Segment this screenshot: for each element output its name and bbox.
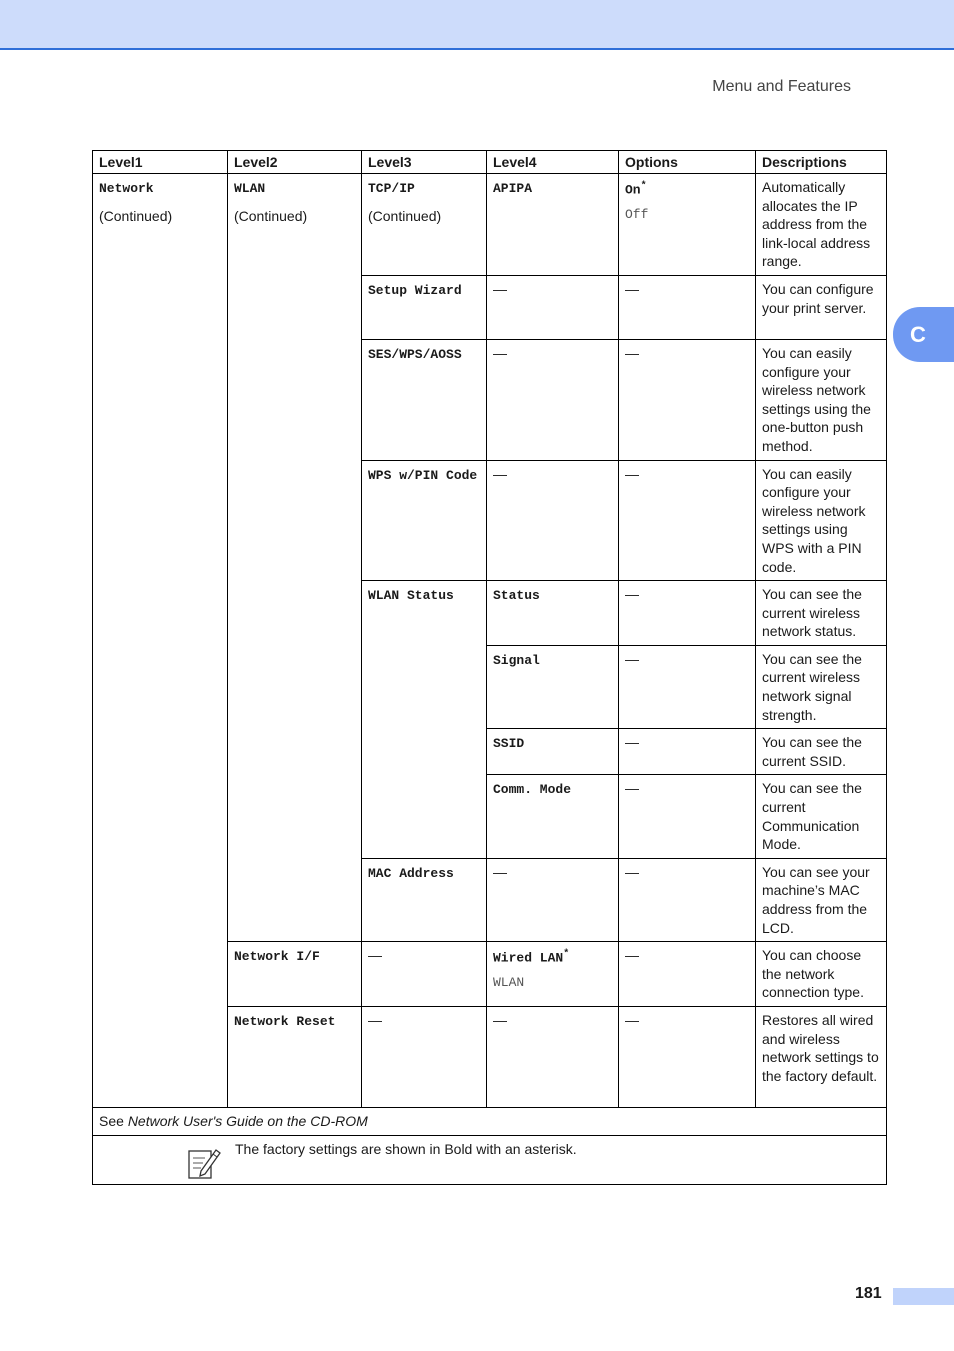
level3-name: WLAN Status: [368, 588, 454, 604]
options-cell: —: [619, 460, 756, 581]
level4-name: SSID: [493, 736, 525, 752]
description-cell: Restores all wired and wireless network settings to the factory default.: [756, 1006, 887, 1107]
tip-text: The factory settings are shown in Bold with an asterisk.: [235, 1140, 577, 1157]
level1-name: Network: [99, 181, 154, 196]
see-note: [93, 1107, 887, 1135]
level4-name: Signal: [493, 652, 540, 668]
tip-row: [93, 1135, 887, 1184]
level4-cell: [487, 174, 619, 276]
level3-cell: [362, 460, 487, 581]
col-header: Level4: [487, 151, 619, 174]
level4-cell: [487, 775, 619, 858]
options-cell: —: [619, 645, 756, 728]
table-header-row: [93, 151, 887, 174]
asterisk: *: [563, 949, 570, 961]
level3-name: WPS w/PIN Code: [368, 467, 478, 483]
options-cell: —: [619, 729, 756, 775]
description-cell: You can easily configure your wireless network settings using WPS with a PIN code.: [756, 460, 887, 581]
col-header: Level2: [228, 151, 362, 174]
continued-label: (Continued): [368, 207, 442, 224]
top-band: [0, 0, 954, 50]
level4-name: Status: [493, 588, 540, 604]
continued-label: (Continued): [234, 207, 308, 224]
description-cell: You can easily configure your wireless network settings using the one-button push method.: [756, 339, 887, 460]
options-cell: —: [619, 1006, 756, 1107]
description-cell: You can see the current wireless network signal strength.: [756, 645, 887, 728]
see-prefix: See: [99, 1112, 128, 1129]
level4-name: APIPA: [493, 181, 533, 196]
description-cell: Automatically allocates the IP address from the link-local address range.: [756, 174, 887, 276]
level4-cell: —: [487, 275, 619, 339]
description-cell: You can choose the network connection type.: [756, 942, 887, 1007]
level3-name: TCP/IP: [368, 181, 415, 196]
level3-cell: [362, 275, 487, 339]
level2-cell: [228, 1006, 362, 1107]
options-cell: —: [619, 775, 756, 858]
description-cell: You can see the current wireless network status.: [756, 581, 887, 646]
description-cell: You can configure your print server.: [756, 275, 887, 339]
level2-name: Network Reset: [234, 1013, 336, 1029]
level4-cell: —: [487, 858, 619, 941]
level3-cell: [362, 339, 487, 460]
option-default: On: [625, 182, 641, 198]
chapter-tab[interactable]: [893, 307, 954, 362]
asterisk: *: [640, 181, 647, 192]
level4-name: Comm. Mode: [493, 782, 572, 798]
option-other: Off: [625, 207, 649, 223]
col-header: Level3: [362, 151, 487, 174]
level2-name: WLAN: [234, 181, 266, 196]
level2-name: Network I/F: [234, 949, 320, 965]
page-number: 181: [855, 1285, 882, 1302]
chapter-tab-letter: C: [910, 321, 926, 347]
level3-name: MAC Address: [368, 865, 454, 881]
level4-cell: [487, 729, 619, 775]
level4-cell: —: [487, 1006, 619, 1107]
col-header: Options: [619, 151, 756, 174]
tip-note: [93, 1135, 887, 1184]
level4-cell: [487, 942, 619, 1007]
options-cell: —: [619, 942, 756, 1007]
level1-cell: [93, 174, 228, 1108]
note-pencil-icon: [187, 1146, 221, 1180]
continued-label: (Continued): [99, 207, 173, 224]
options-cell: —: [619, 581, 756, 646]
col-header: Descriptions: [756, 151, 887, 174]
options-cell: —: [619, 339, 756, 460]
level3-cell: [362, 174, 487, 276]
options-cell: [619, 174, 756, 276]
level3-name: Setup Wizard: [368, 282, 462, 298]
level4-cell: [487, 645, 619, 728]
options-cell: —: [619, 275, 756, 339]
level2-cell: [228, 174, 362, 942]
level4-other: WLAN: [493, 975, 525, 991]
options-cell: —: [619, 858, 756, 941]
level4-default: Wired LAN: [493, 950, 564, 966]
page-number-bar: [893, 1288, 954, 1305]
description-cell: You can see your machine’s MAC address from the LCD.: [756, 858, 887, 941]
level4-cell: —: [487, 460, 619, 581]
level4-cell: —: [487, 339, 619, 460]
table-row: [93, 174, 887, 276]
level4-cell: [487, 581, 619, 646]
description-cell: You can see the current SSID.: [756, 729, 887, 775]
description-cell: You can see the current Communication Mode.: [756, 775, 887, 858]
col-header: Level1: [93, 151, 228, 174]
menu-table: [92, 150, 887, 1185]
see-guide-title: Network User's Guide on the CD-ROM: [127, 1112, 368, 1129]
level3-cell: —: [362, 1006, 487, 1107]
level3-name: SES/WPS/AOSS: [368, 346, 462, 362]
level2-cell: [228, 942, 362, 1007]
see-note-row: [93, 1107, 887, 1135]
page-header-title: Menu and Features: [712, 78, 851, 95]
level3-cell: [362, 858, 487, 941]
level3-cell: [362, 581, 487, 859]
level3-cell: —: [362, 942, 487, 1007]
